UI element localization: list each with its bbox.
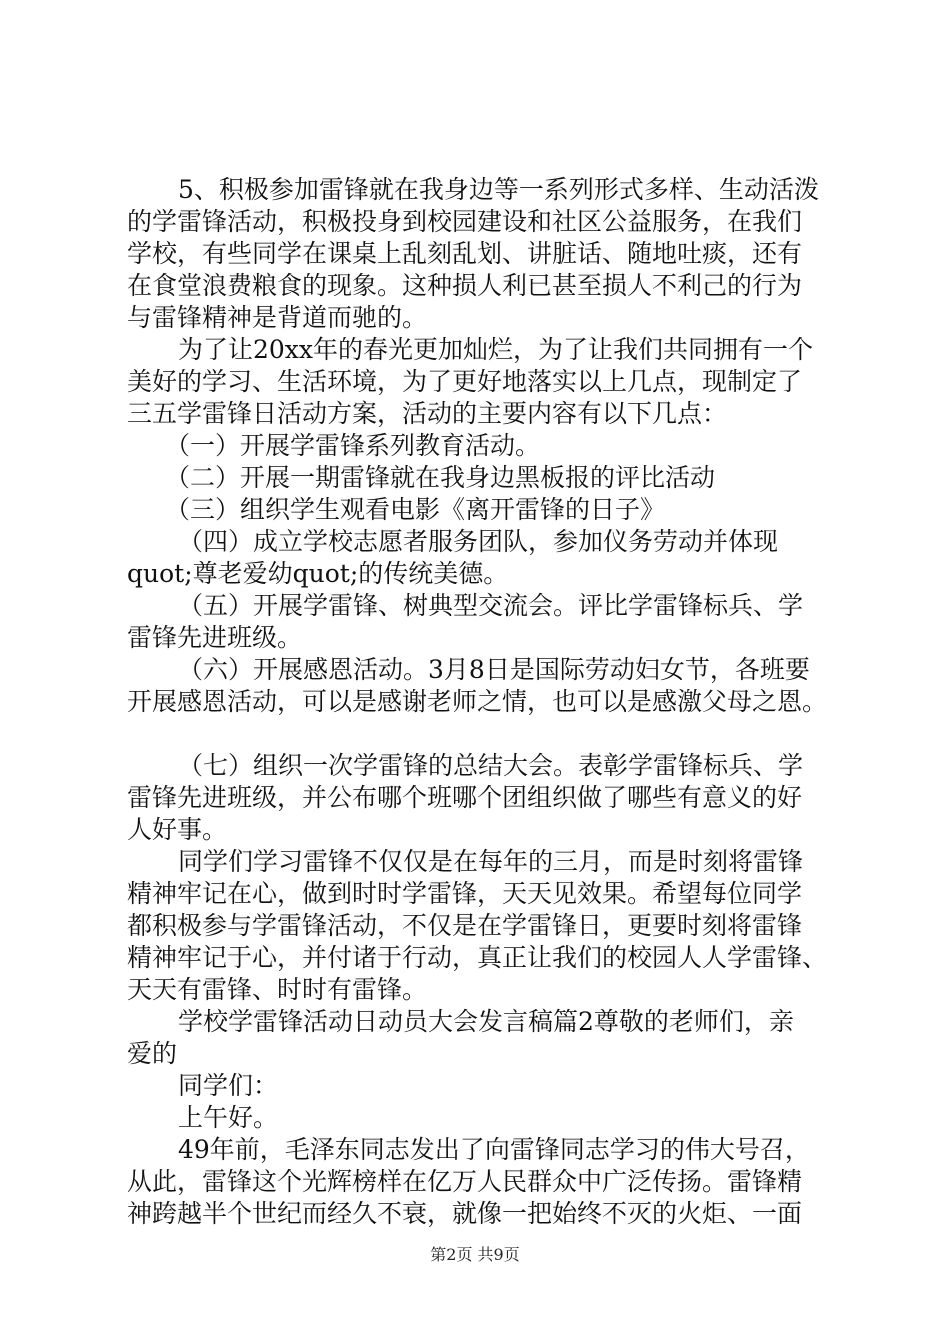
page-number-footer: 第2页 共9页 bbox=[430, 1245, 520, 1264]
text-line: 三五学雷锋日活动方案，活动的主要内容有以下几点： bbox=[127, 399, 728, 428]
text-line: 精神牢记于心，并付诸于行动，真正让我们的校园人人学雷锋、 bbox=[127, 943, 828, 972]
text-line: （三）组织学生观看电影《离开雷锋的日子》 bbox=[165, 495, 666, 524]
text-line: （七）组织一次学雷锋的总结大会。表彰学雷锋标兵、学 bbox=[178, 751, 804, 780]
text-line: （二）开展一期雷锋就在我身边黑板报的评比活动 bbox=[165, 463, 716, 492]
text-line: 精神牢记在心，做到时时学雷锋，天天见效果。希望每位同学 bbox=[127, 879, 803, 908]
text-line: 天天有雷锋、时时有雷锋。 bbox=[127, 975, 428, 1004]
text-line: 人好事。 bbox=[127, 815, 228, 844]
text-line: 的学雷锋活动，积极投身到校园建设和社区公益服务，在我们 bbox=[127, 207, 803, 236]
text-line: 同学们学习雷锋不仅仅是在每年的三月，而是时刻将雷锋 bbox=[178, 847, 804, 876]
text-line: （五）开展学雷锋、树典型交流会。评比学雷锋标兵、学 bbox=[178, 591, 804, 620]
text-line: （一）开展学雷锋系列教育活动。 bbox=[165, 431, 541, 460]
text-line: 开展感恩活动，可以是感谢老师之情，也可以是感激父母之恩。 bbox=[127, 687, 828, 716]
text-line: 上午好。 bbox=[178, 1103, 279, 1132]
text-line: 爱的 bbox=[127, 1039, 178, 1068]
text-line: 雷锋先进班级，并公布哪个班哪个团组织做了哪些有意义的好 bbox=[127, 783, 803, 812]
text-line: 与雷锋精神是背道而驰的。 bbox=[127, 303, 428, 332]
text-line: 都积极参与学雷锋活动，不仅是在学雷锋日，更要时刻将雷锋 bbox=[127, 911, 803, 940]
text-line: 美好的学习、生活环境，为了更好地落实以上几点，现制定了 bbox=[127, 367, 803, 396]
text-line: 学校学雷锋活动日动员大会发言稿篇2尊敬的老师们，亲 bbox=[178, 1007, 794, 1036]
text-line: （六）开展感恩活动。3月8日是国际劳动妇女节，各班要 bbox=[178, 655, 810, 684]
text-line: 神跨越半个世纪而经久不衰，就像一把始终不灭的火炬、一面 bbox=[127, 1199, 803, 1228]
text-line: 同学们： bbox=[178, 1071, 279, 1100]
text-line: 学校，有些同学在课桌上乱刻乱划、讲脏话、随地吐痰，还有 bbox=[127, 239, 803, 268]
text-line: 在食堂浪费粮食的现象。这种损人利已甚至损人不利己的行为 bbox=[127, 271, 803, 300]
text-line: 为了让20xx年的春光更加灿烂，为了让我们共同拥有一个 bbox=[178, 335, 814, 364]
text-line: （四）成立学校志愿者服务团队，参加仪务劳动并体现 bbox=[178, 527, 779, 556]
text-line: 雷锋先进班级。 bbox=[127, 623, 303, 652]
text-line: 从此，雷锋这个光辉榜样在亿万人民群众中广泛传扬。雷锋精 bbox=[127, 1167, 803, 1196]
text-line: quot;尊老爱幼quot;的传统美德。 bbox=[127, 559, 509, 588]
text-line: 49年前，毛泽东同志发出了向雷锋同志学习的伟大号召， bbox=[178, 1135, 810, 1164]
text-line: 5、积极参加雷锋就在我身边等一系列形式多样、生动活泼 bbox=[178, 175, 819, 204]
